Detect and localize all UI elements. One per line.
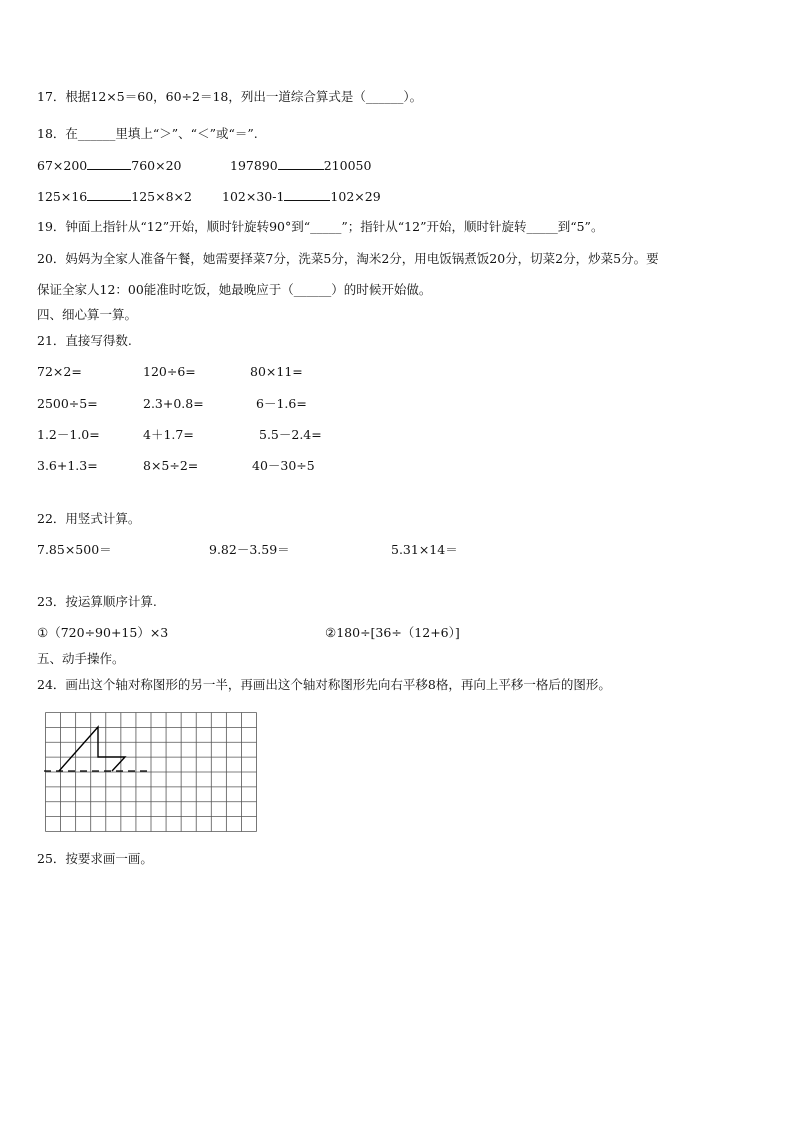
q18-r2-b: 125×8×2 — [131, 189, 192, 204]
calc-item: 2500÷5= — [37, 396, 98, 411]
q18-row1-right — [230, 157, 371, 174]
half-figure — [59, 727, 125, 771]
q18-r1-a: 67×200 — [37, 158, 88, 173]
calc-item: 80×11= — [250, 364, 303, 379]
q18-r1-b: 760×20 — [131, 158, 182, 173]
calc-item: 3.6+1.3= — [37, 458, 98, 473]
q18-r2-a: 125×16 — [37, 189, 88, 204]
vertical-calc-item: 5.31×14＝ — [391, 542, 458, 557]
calc-item: 72×2= — [37, 364, 82, 379]
question-23-title: 23．按运算顺序计算. — [37, 594, 157, 609]
question-18-title: 18．在______里填上“＞”、“＜”或“＝”. — [37, 126, 258, 141]
question-21-title: 21．直接写得数. — [37, 333, 132, 348]
q18-r2-c: 102×30-1 — [222, 189, 285, 204]
question-22-title: 22．用竖式计算。 — [37, 511, 141, 526]
order-calc-item-1: ①（720÷90+15）×3 — [37, 625, 169, 640]
calc-item: 40－30÷5 — [252, 458, 315, 473]
calc-item: 1.2－1.0= — [37, 427, 100, 442]
vertical-calc-item: 9.82－3.59＝ — [209, 542, 290, 557]
calc-item: 4＋1.7= — [143, 427, 194, 442]
question-20-line1: 20．妈妈为全家人准备午餐，她需要择菜7分，洗菜5分，淘米2分，用电饭锅煮饭20分，切菜2分，炒菜5分。要 — [37, 251, 659, 266]
q18-row2-left — [37, 188, 192, 205]
calc-item: 5.5－2.4= — [259, 427, 322, 442]
q18-r2-d: 102×29 — [330, 189, 381, 204]
q18-r1-d: 210050 — [323, 158, 372, 173]
vertical-calc-item: 7.85×500＝ — [37, 542, 112, 557]
answer-blank[interactable] — [284, 188, 330, 201]
question-19: 19．钟面上指针从“12”开始，顺时针旋转90°到“_____”；指针从“12”开始，顺时针旋转_____到“5”。 — [37, 219, 604, 234]
answer-blank[interactable] — [87, 188, 131, 201]
calc-item: 2.3+0.8= — [143, 396, 204, 411]
calc-item: 8×5÷2= — [143, 458, 199, 473]
question-24: 24．画出这个轴对称图形的另一半，再画出这个轴对称图形先向右平移8格，再向上平移一格后的图形。 — [37, 677, 611, 692]
question-25: 25．按要求画一画。 — [37, 851, 153, 866]
q18-row2-right — [222, 188, 381, 205]
question-20-line2: 保证全家人12：00能准时吃饭，她最晚应于（______）的时候开始做。 — [37, 282, 432, 297]
section-4-heading: 四、细心算一算。 — [37, 307, 138, 322]
drawing-grid[interactable] — [44, 711, 258, 833]
calc-item: 6－1.6= — [256, 396, 307, 411]
calc-item: 120÷6= — [143, 364, 196, 379]
grid-lines — [46, 713, 257, 832]
question-17: 17．根据12×5＝60，60÷2＝18，列出一道综合算式是（______）。 — [37, 89, 423, 104]
order-calc-item-2: ②180÷[36÷（12+6）] — [325, 625, 460, 640]
section-5-heading: 五、动手操作。 — [37, 651, 125, 666]
answer-blank[interactable] — [278, 157, 324, 170]
answer-blank[interactable] — [87, 157, 131, 170]
q18-r1-c: 197890 — [230, 158, 278, 173]
q18-row1-left — [37, 157, 182, 174]
